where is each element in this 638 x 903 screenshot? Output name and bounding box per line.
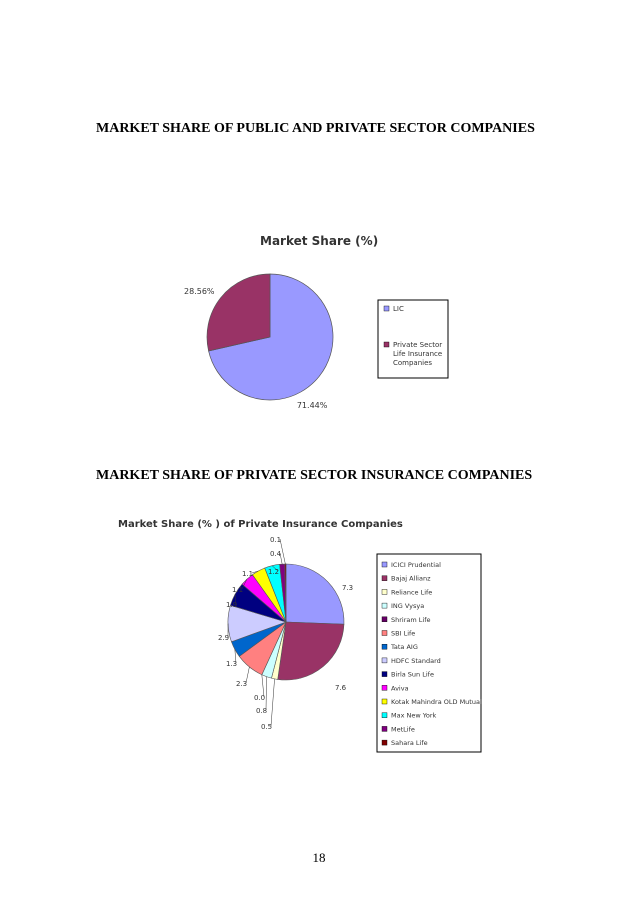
legend-label-hdfc-standard: HDFC Standard [391, 656, 441, 665]
page-number: 18 [312, 850, 326, 865]
chart-title: Market Share (% ) of Private Insurance Companies [118, 519, 403, 530]
legend-swatch-max-new-york [382, 713, 387, 718]
data-label: 0.5 [261, 723, 273, 731]
legend-swatch-hdfc-standard [382, 658, 387, 663]
private-insurance-pie-chart [110, 510, 490, 760]
data-label: 1.1 [242, 570, 254, 578]
legend-label-lic: LIC [393, 305, 404, 313]
legend-label-aviva: Aviva [391, 684, 409, 693]
section-heading-public-private: MARKET SHARE OF PUBLIC AND PRIVATE SECTOR COMPANIES [96, 121, 535, 136]
legend-label-metlife: MetLife [391, 725, 415, 734]
data-label: 0.1 [270, 536, 282, 544]
legend-box [377, 554, 481, 752]
legend-swatch-tata-aig [382, 644, 387, 649]
section-heading-private-sector: MARKET SHARE OF PRIVATE SECTOR INSURANCE COMPANIES [96, 468, 533, 483]
data-label: 1.3 [226, 660, 238, 668]
legend-label-birla-sun-life: Birla Sun Life [391, 670, 434, 679]
legend-swatch-metlife [382, 726, 387, 731]
chart-title: Market Share (%) [260, 234, 379, 248]
data-label: 1.2 [268, 568, 280, 576]
data-label: 0.0 [254, 694, 266, 702]
pie-slice-bajaj-allianz [278, 622, 344, 680]
legend-swatch-aviva [382, 685, 387, 690]
data-label: 1.9 [226, 601, 238, 609]
legend-swatch-lic [384, 306, 389, 311]
legend-swatch-birla-sun-life [382, 672, 387, 677]
data-label: 7.6 [335, 684, 347, 692]
legend-label-private-sector-life-insurance-companies: Private Sector Life Insurance Companies [393, 341, 443, 367]
data-label: 1.1 [232, 586, 244, 594]
legend-label-sahara-life: Sahara Life [391, 739, 428, 748]
data-label: 2.3 [236, 680, 248, 688]
data-label: 71.44% [296, 400, 328, 410]
legend-label-kotak-mahindra-old-mutual: Kotak Mahindra OLD Mutual [391, 698, 482, 706]
data-label: 7.3 [342, 584, 354, 592]
legend-swatch-reliance-life [382, 589, 387, 594]
market-share-pie-chart [170, 225, 470, 425]
private-insurance-chart-svg [110, 510, 490, 760]
pie-slice-private-sector-life-insurance-companies [207, 274, 270, 351]
legend-swatch-private-sector-life-insurance-companies [384, 342, 389, 347]
data-label: 0.4 [270, 550, 282, 558]
legend-label-shriram-life: Shriram Life [391, 615, 431, 624]
pie-slice-icici-prudential [286, 564, 344, 624]
legend-label-ing-vysya: ING Vysya [391, 602, 425, 611]
legend-swatch-sahara-life [382, 740, 387, 745]
legend-swatch-sbi-life [382, 631, 387, 636]
data-label: 28.56% [184, 287, 215, 296]
leader-line [271, 679, 275, 726]
data-label: 2.9 [218, 634, 230, 642]
legend-swatch-bajaj-allianz [382, 576, 387, 581]
legend-swatch-kotak-mahindra-old-mutual [382, 699, 387, 704]
legend-label-sbi-life: SBI Life [391, 629, 416, 638]
legend-label-icici-prudential: ICICI Prudential [391, 561, 441, 569]
legend-swatch-shriram-life [382, 617, 387, 622]
legend-swatch-ing-vysya [382, 603, 387, 608]
legend-label-max-new-york: Max New York [391, 711, 437, 720]
data-label: 0.8 [256, 707, 268, 715]
legend-label-tata-aig: Tata AIG [391, 643, 418, 652]
market-share-chart-svg [170, 225, 470, 425]
legend-swatch-icici-prudential [382, 562, 387, 567]
leader-line [266, 677, 267, 710]
legend-label-bajaj-allianz: Bajaj Allianz [391, 574, 431, 583]
legend-label-reliance-life: Reliance Life [391, 588, 433, 597]
